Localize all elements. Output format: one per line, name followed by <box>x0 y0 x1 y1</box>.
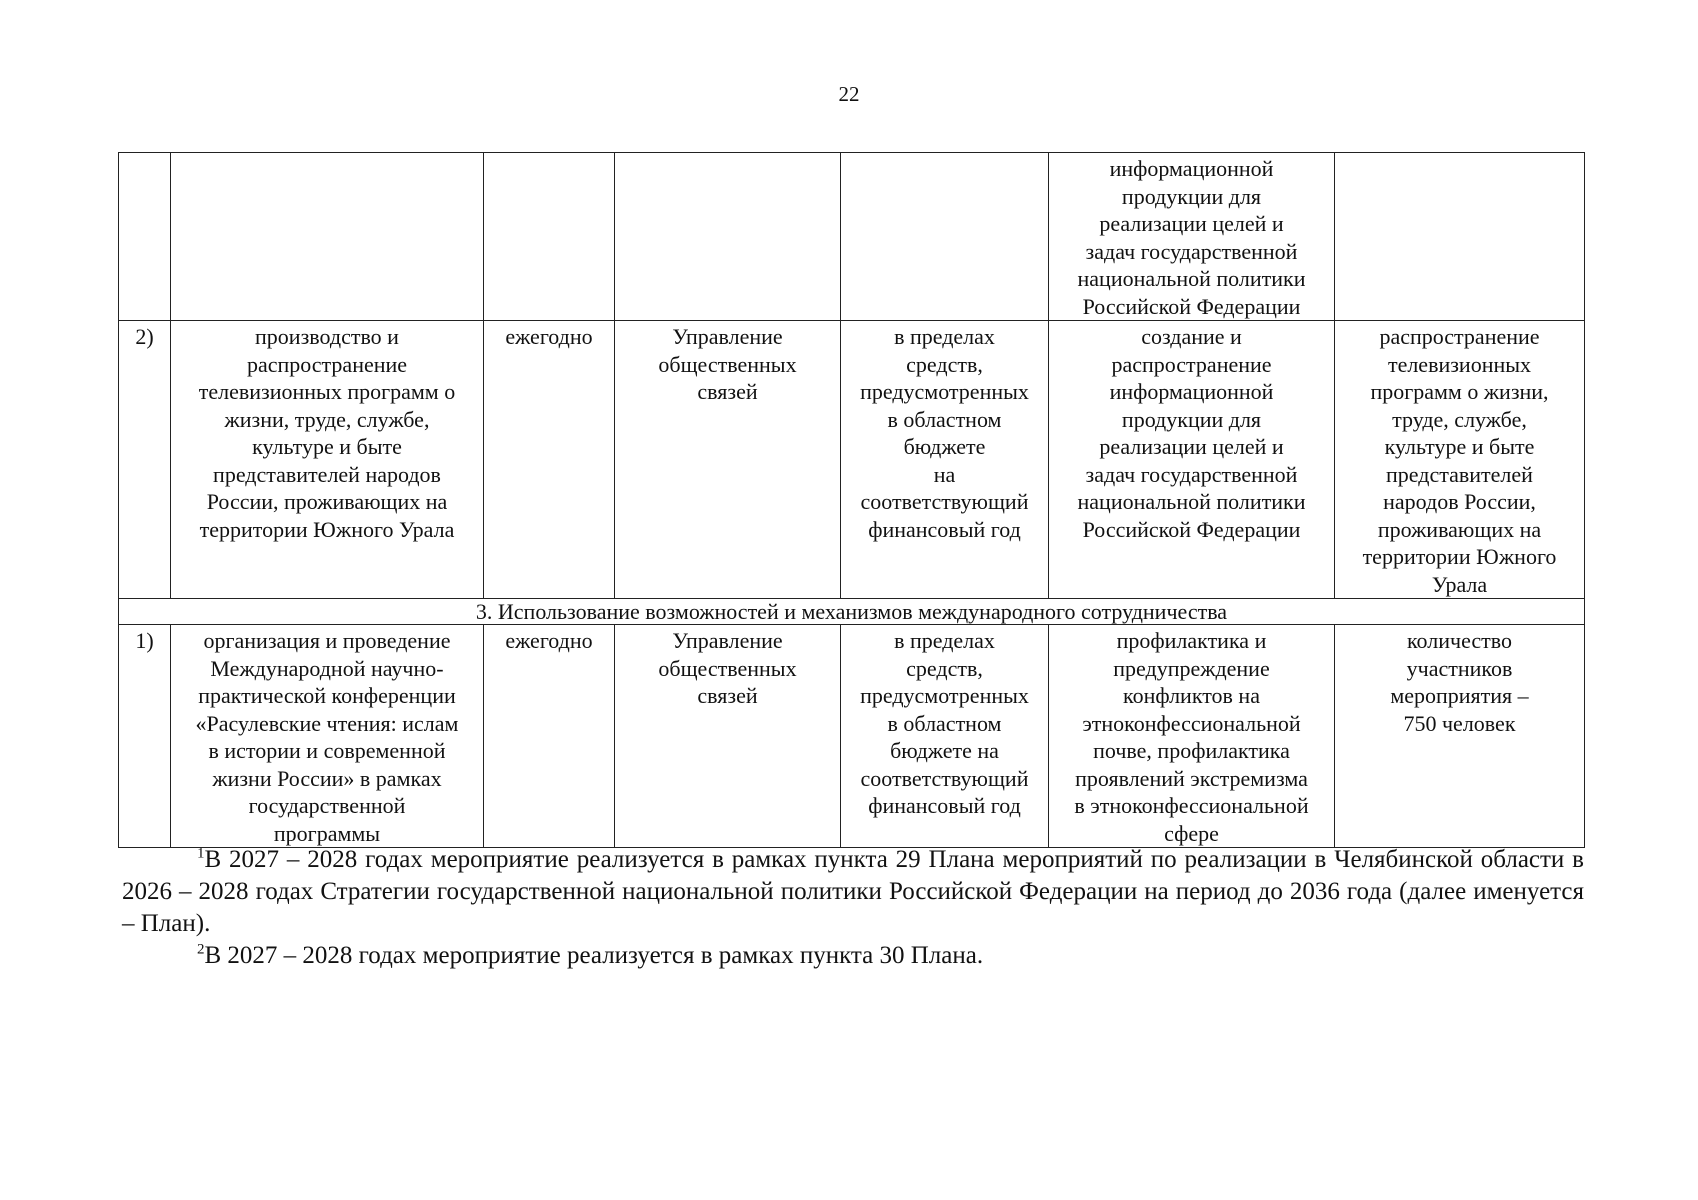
cell-measure <box>171 153 484 321</box>
cell-indicator: количество участников мероприятия – 750 человек <box>1335 625 1585 848</box>
cell-number: 2) <box>119 321 171 599</box>
cell-expected-result: создание и распространение информационной продукции для реализации целей и задач государственной национальной политики Российской Федерации <box>1049 321 1335 599</box>
cell-executor <box>615 153 841 321</box>
cell-executor: Управление общественных связей <box>615 625 841 848</box>
cell-measure: производство и распространение телевизионных программ о жизни, труде, службе, культуре и быте представителей народов России, проживающих на территории Южного Урала <box>171 321 484 599</box>
measures-table <box>118 152 1585 848</box>
footnote-1-text: В 2027 – 2028 годах мероприятие реализуется в рамках пункта 29 Плана мероприятий по реализации в Челябинской области в 2026 – 2028 годах Стратегии государственной национальной политики Российской Федерации на период до 2036 года (далее именуется – План). <box>122 846 1584 937</box>
cell-measure: организация и проведение Международной научно- практической конференции «Расулевские чтения: ислам в истории и современной жизни России» в рамках государственной программы <box>171 625 484 848</box>
section-heading-row <box>119 599 1585 625</box>
cell-funding: в пределах средств, предусмотренных в областном бюджете на соответствующий финансовый год <box>841 625 1049 848</box>
cell-number: 1) <box>119 625 171 848</box>
footnote-1-mark: 1 <box>197 845 205 862</box>
cell-expected-result: информационной продукции для реализации целей и задач государственной национальной политики Российской Федерации <box>1049 153 1335 321</box>
section-title: 3. Использование возможностей и механизмов международного сотрудничества <box>119 599 1585 625</box>
table-row-continued <box>119 153 1585 321</box>
cell-indicator <box>1335 153 1585 321</box>
table-row <box>119 321 1585 599</box>
cell-number <box>119 153 171 321</box>
footnote-1 <box>122 844 1584 940</box>
footnotes <box>122 844 1584 972</box>
cell-deadline: ежегодно <box>484 625 615 848</box>
footnote-2 <box>122 940 1584 972</box>
cell-executor: Управление общественных связей <box>615 321 841 599</box>
cell-funding <box>841 153 1049 321</box>
footnote-2-text: В 2027 – 2028 годах мероприятие реализуется в рамках пункта 30 Плана. <box>204 942 984 969</box>
footnote-2-mark: 2 <box>197 941 205 958</box>
table-row <box>119 625 1585 848</box>
page-number: 22 <box>838 82 860 106</box>
cell-expected-result: профилактика и предупреждение конфликтов на этноконфессиональной почве, профилактика проявлений экстремизма в этноконфессиональной сфере <box>1049 625 1335 848</box>
cell-deadline: ежегодно <box>484 321 615 599</box>
cell-funding: в пределах средств, предусмотренных в областном бюджете на соответствующий финансовый год <box>841 321 1049 599</box>
cell-deadline <box>484 153 615 321</box>
cell-indicator: распространение телевизионных программ о жизни, труде, службе, культуре и быте представителей народов России, проживающих на территории Южного Урала <box>1335 321 1585 599</box>
